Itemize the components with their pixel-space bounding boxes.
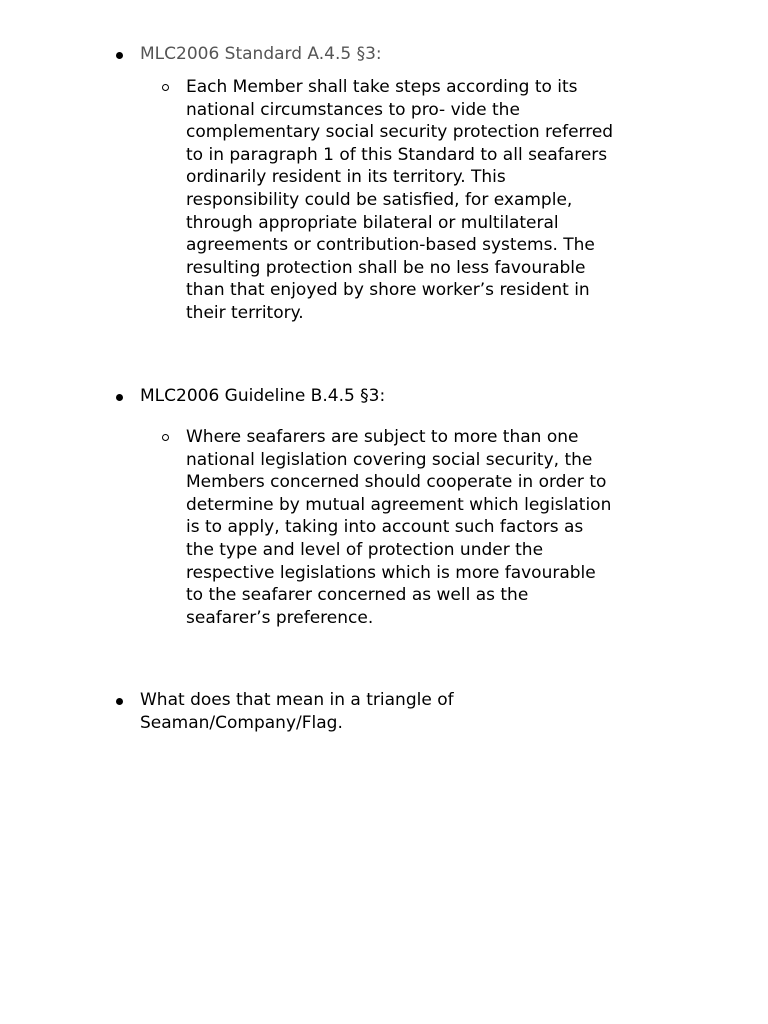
- circle-bullet-icon: [162, 434, 169, 441]
- bullet-question-text: What does that mean in a triangle of Seaman/Company/Flag.: [140, 690, 454, 733]
- standard-body-text: Each Member shall take steps according to its national circumstances to pro- vide the complementary social security protection referred to in paragraph 1 of this Standard to all seafarers ordinarily resident in its territory. This responsibility could be satisfied, for example, through appropriate bilateral or multilateral agreements or contribution-based systems. The resulting protection shall be no less favourable than that enjoyed by shore worker’s resident in their territory.: [186, 77, 614, 323]
- circle-bullet-icon: [162, 84, 169, 91]
- bullet-icon: [116, 698, 123, 705]
- bullet-heading-guideline: MLC2006 Guideline B.4.5 §3:: [140, 386, 386, 406]
- bullet-heading-standard: MLC2006 Standard A.4.5 §3:: [140, 44, 382, 64]
- bullet-icon: [116, 52, 123, 59]
- guideline-body-text: Where seafarers are subject to more than one national legislation covering social security, the Members concerned should cooperate in order to determine by mutual agreement which legislation is to apply, taking into account such factors as the type and level of protection under the respective legislations which is more favourable to the seafarer concerned as well as the seafarer’s preference.: [186, 427, 612, 628]
- bullet-icon: [116, 394, 123, 401]
